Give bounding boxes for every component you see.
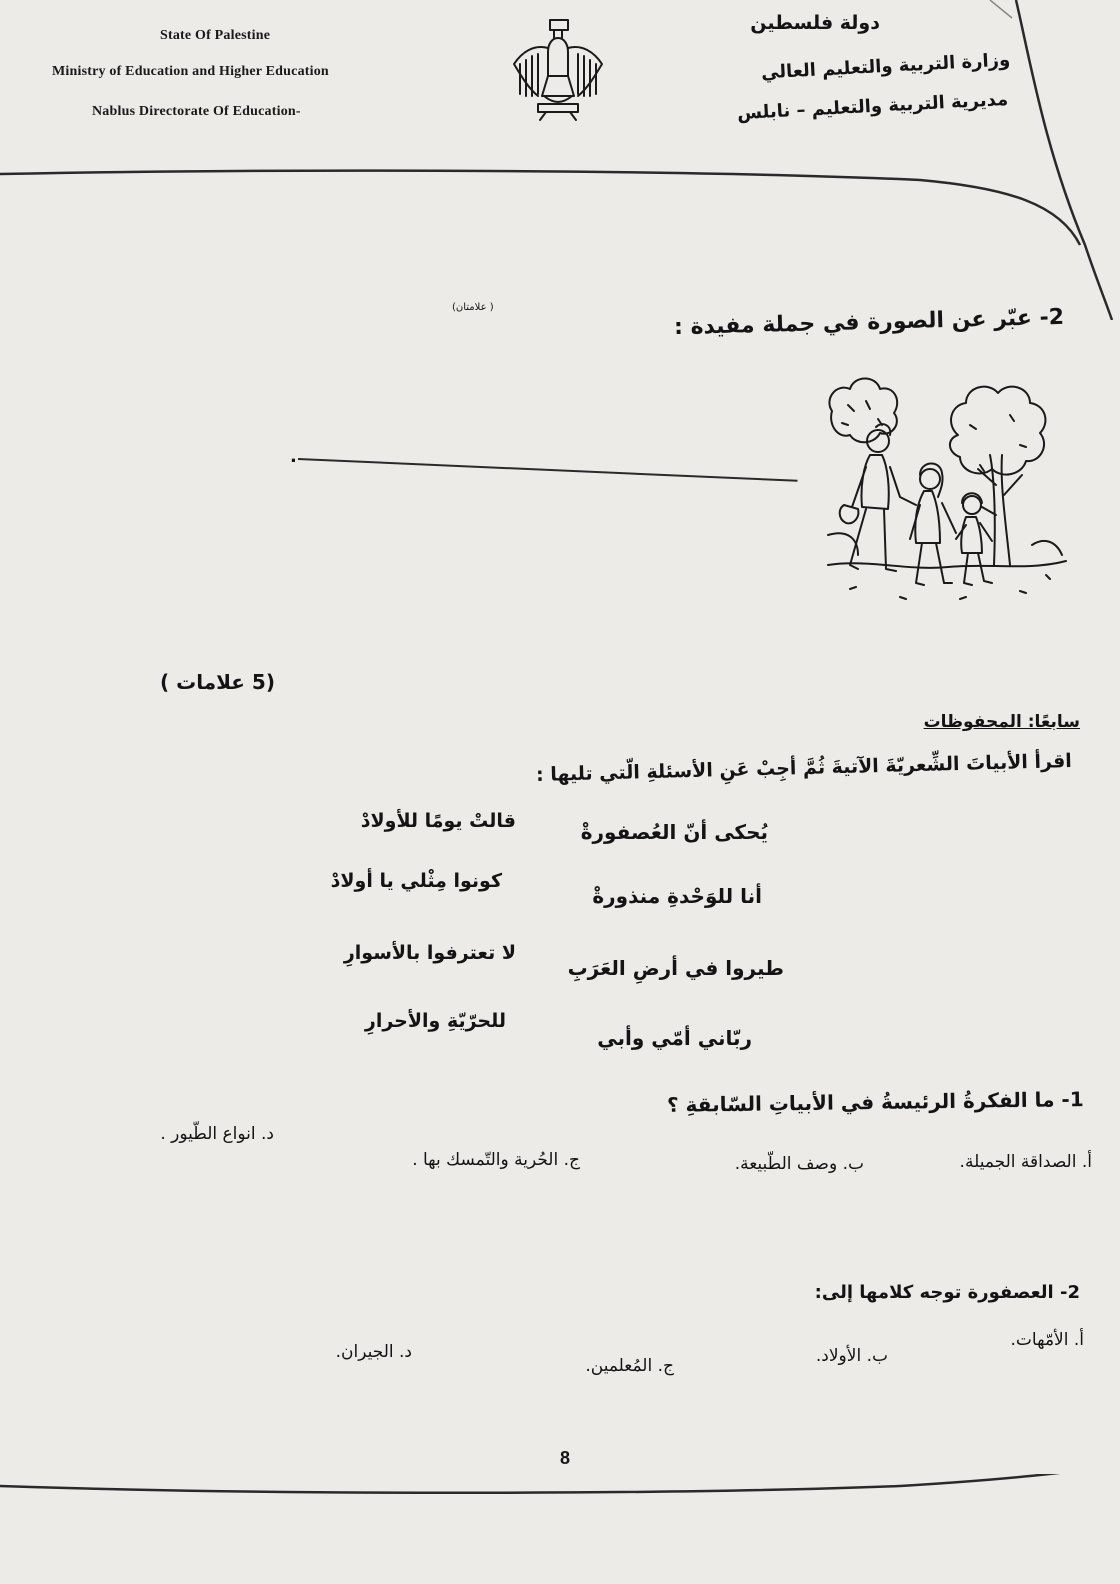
poem-line-1-right: يُحكى أنّ العُصفورةْ [580,820,768,844]
poem-line-2-right: أنا للوَحْدةِ منذورةْ [592,884,762,908]
section-marks: (5 علامات ) [160,670,275,694]
question-2-option-b[interactable]: ب. الأولاد. [815,1346,888,1366]
question-2-option-a[interactable]: أ. الأمّهات. [1010,1330,1084,1350]
header-en-line2: Ministry of Education and Higher Education [52,64,329,79]
picture-answer-line[interactable] [298,458,798,482]
page-bottom-edge [0,1474,1120,1584]
question-2-option-d[interactable]: د. الجيران. [335,1342,412,1362]
question-2-text: 2- العصفورة توجه كلامها إلى: [814,1282,1080,1303]
poem-line-4-right: ربّاني أمّي وأبي [597,1026,752,1050]
poem-line-3-left: لا تعترفوا بالأسوارِ [343,942,516,964]
picture-answer-end-dot: . [290,446,297,467]
question-1-option-d[interactable]: د. انواع الطّيور . [160,1124,274,1144]
family-walking-picture [820,375,1070,615]
picture-question-marks: ( علامتان) [452,302,494,313]
poem-line-4-left: للحرّيّةِ والأحرارِ [364,1010,506,1032]
section-title: سابعًا: المحفوظات [923,712,1080,732]
header-ar-line3: مديرية التربية والتعليم – نابلس [736,88,1009,125]
section-instruction: اقرأ الأبياتَ الشِّعريّةَ الآتيةَ ثُمَّ أجِبْ عَنِ الأسئلةِ الّتي تليها : [535,749,1073,787]
picture-question-prompt: 2- عبّر عن الصورة في جملة مفيدة : [673,304,1065,341]
page-number: 8 [560,1448,571,1468]
question-2-option-c[interactable]: ج. المُعلمين. [585,1356,674,1376]
question-1-option-a[interactable]: أ. الصداقة الجميلة. [959,1152,1092,1172]
question-1-text: 1- ما الفكرةُ الرئيسةُ في الأبياتِ السّابقةِ ؟ [667,1087,1085,1117]
poem-line-1-left: قالتْ يومًا للأولادْ [360,810,516,832]
question-1-option-b[interactable]: ب. وصف الطّبيعة. [734,1154,864,1174]
poem-line-3-right: طيروا في أرضِ العَرَبِ [567,956,784,980]
question-1-option-c[interactable]: ج. الحُرية والتّمسك بها . [412,1150,580,1170]
header-en-line1: State Of Palestine [160,28,271,43]
header-ar-line2: وزارة التربية والتعليم العالي [760,49,1011,84]
header-ar-line1: دولة فلسطين [750,12,880,34]
header-divider-curve [0,0,1120,320]
header-en-line3: Nablus Directorate Of Education- [92,104,301,119]
poem-line-2-left: كونوا مِثْلي يا أولادْ [330,870,502,892]
